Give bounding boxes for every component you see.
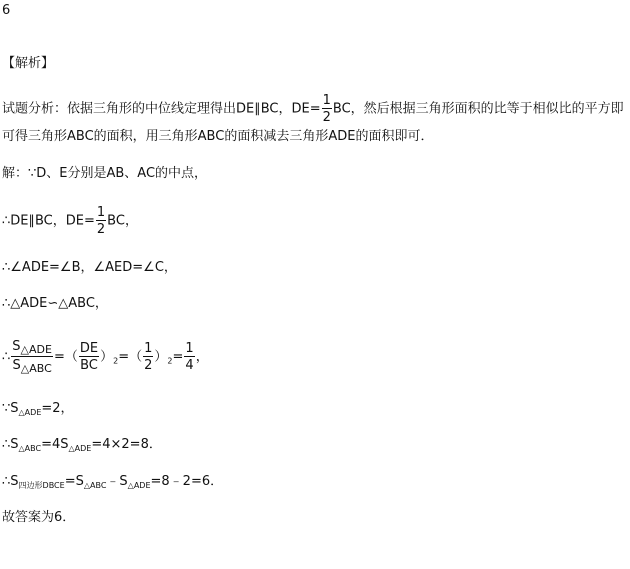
fraction-denominator: 2 (96, 222, 106, 237)
equals-sign: = (172, 349, 184, 365)
area-symbol: S (12, 339, 21, 354)
equals-paren: =（ (53, 349, 78, 365)
line5-prefix: ∴ (2, 349, 11, 365)
area-symbol: S (12, 358, 21, 373)
line8-minus: ﹣S (106, 474, 128, 489)
fraction-numerator: 1 (96, 205, 106, 220)
area-subscript: △ABC (83, 481, 107, 490)
fraction-denominator: 2 (144, 358, 153, 373)
area-subscript: △ADE (18, 408, 42, 417)
fraction-denominator (11, 357, 53, 374)
area-subscript: △ABC (18, 444, 42, 453)
solution-line-6 (2, 401, 74, 421)
solution-line-5 (2, 340, 209, 374)
exponent: 2 (113, 356, 119, 366)
line6-suffix: =2， (41, 401, 74, 416)
solution-line-1: 解：∵D、E分别是AB、AC的中点， (2, 166, 208, 181)
line6-prefix: ∵S (2, 401, 19, 416)
area-ratio-fraction (11, 340, 53, 374)
line2-prefix: ∴DE∥BC，DE= (2, 213, 95, 229)
line7-prefix: ∴S (2, 437, 19, 452)
close-paren: ） (100, 349, 114, 365)
fraction-denominator: 4 (185, 358, 194, 373)
line7-middle: =4S (41, 437, 69, 452)
analysis-text-2: BC，然后根据三角形面积的比等于相似比的平方即可得三角形ABC的面积，用三角形ABC的面积减去三角形ADE的面积即可． (2, 101, 624, 144)
solution-line-4: ∴△ADE∽△ABC， (2, 296, 108, 311)
exponent: 2 (167, 356, 173, 366)
solution-line-7 (2, 437, 162, 457)
fraction-numerator: 1 (185, 341, 194, 356)
side-ratio-fraction (79, 342, 99, 372)
final-answer: 故答案为6． (2, 510, 76, 525)
fraction-numerator: DE (79, 341, 99, 356)
solution-line-3: ∴∠ADE=∠B，∠AED=∠C， (2, 260, 177, 275)
area-subscript: △ABC (20, 362, 52, 375)
equals-paren: =（ (118, 349, 143, 365)
area-subscript: 四边形DBCE (18, 481, 65, 490)
half-fraction (143, 342, 153, 372)
line7-suffix: =4×2=8． (91, 437, 162, 452)
line5-suffix: ， (195, 349, 209, 365)
solution-line-2 (2, 206, 138, 236)
fraction-denominator: BC (80, 358, 98, 373)
analysis-paragraph (2, 94, 628, 150)
quarter-fraction (184, 342, 194, 372)
area-subscript: △ADE (68, 444, 92, 453)
line8-middle: =S (64, 474, 84, 489)
fraction-denominator: 2 (322, 110, 331, 125)
analysis-heading: 【解析】 (2, 56, 55, 71)
line8-suffix: =8﹣2=6． (150, 474, 224, 489)
solution-line-8 (2, 474, 223, 494)
close-paren: ） (154, 349, 168, 365)
half-fraction (322, 94, 332, 124)
line2-suffix: BC， (107, 213, 138, 229)
analysis-text-1: 试题分析：依据三角形的中位线定理得出DE∥BC，DE= (2, 101, 321, 117)
answer-value: 6 (2, 3, 11, 18)
fraction-numerator: 1 (144, 341, 153, 356)
fraction-numerator: 1 (322, 93, 331, 108)
area-subscript: △ADE (127, 481, 151, 490)
area-subscript: △ADE (20, 343, 52, 356)
half-fraction (96, 206, 106, 236)
line8-prefix: ∴S (2, 474, 19, 489)
fraction-numerator (11, 340, 53, 357)
